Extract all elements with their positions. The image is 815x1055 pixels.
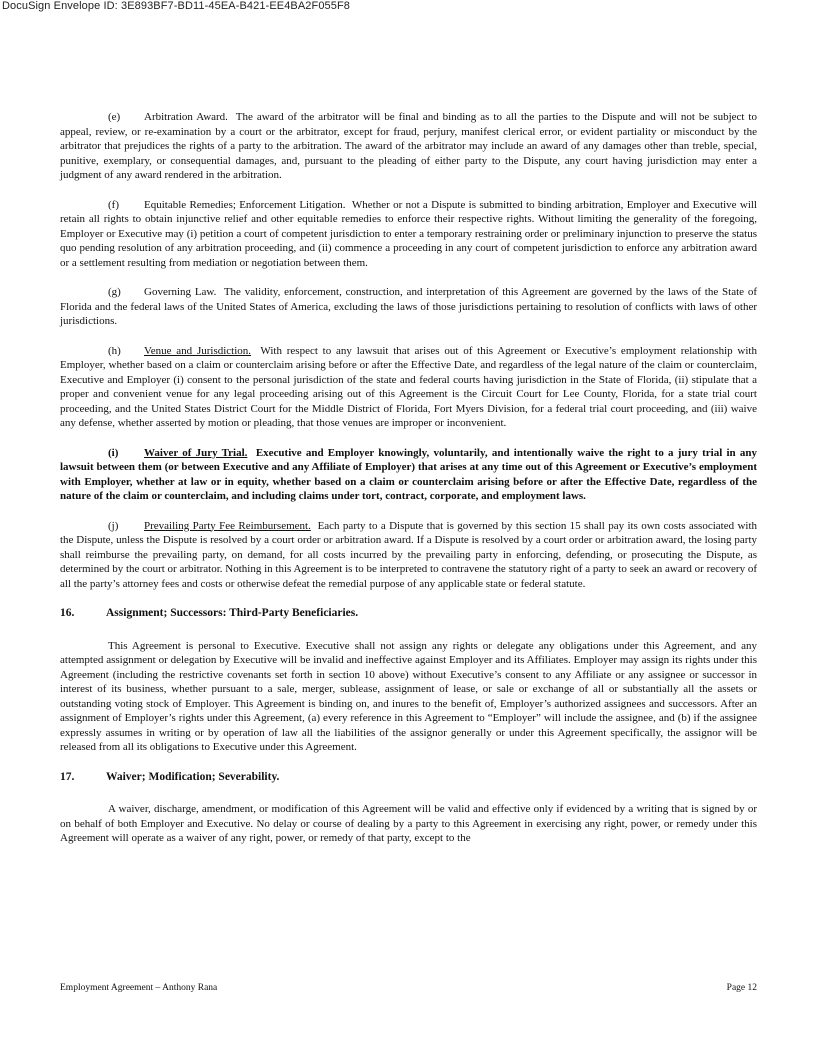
paragraph-label: (j)	[108, 519, 119, 532]
paragraph-text: Executive and Employer knowingly, voluntarily, and intentionally waive the right to a jury trial in any lawsuit between them (or between Executive and any Affiliate of Employer) that arises at any time out of this Agreement or Executive’s employment with Employer, whether at law or in equity, whether based on a claim or counterclaim arising before or after the Effective Date, regardless of the nature of the claim or counterclaim, and including claims under tort, contract, corporate, and employment laws.	[60, 446, 758, 502]
document-body	[60, 110, 757, 861]
paragraph-label: (h)	[108, 344, 121, 357]
paragraph-i	[60, 446, 757, 504]
paragraph-j	[60, 519, 757, 592]
section-title: Waiver; Modification; Severability.	[106, 770, 280, 783]
section-16-heading	[60, 606, 757, 621]
section-title: Assignment; Successors: Third-Party Beneficiaries.	[106, 607, 359, 619]
paragraph-label: (i)	[108, 446, 119, 459]
paragraph-title: Equitable Remedies; Enforcement Litigation.	[144, 198, 346, 211]
paragraph-label: (e)	[108, 111, 121, 123]
section-17-text: A waiver, discharge, amendment, or modification of this Agreement will be valid and effective only if evidenced by a writing that is signed by or on behalf of both Employer and Executive. No delay or course of dealing by a party to this Agreement in exercising any right, power, or remedy under this Agreement will operate as a waiver of any right, power, or remedy of that party, except to the	[60, 803, 757, 844]
paragraph-title: Prevailing Party Fee Reimbursement.	[144, 519, 311, 532]
section-16-text: This Agreement is personal to Executive. Executive shall not assign any rights or delegate any obligations under this Agreement, and any attempted assignment or delegation by Executive will be invalid and ineffective against Employer and its Affiliates. Employer may assign its rights under this Agreement (including the restrictive covenants set forth in section 10 above) without Executive’s consent to any Affiliate or any assignee or successor in interest of its business, whether pursuant to a sale, merger, sublease, assignment of lease, or sale or exchange of all or substantially all the assets or outstanding voting stock of Employer. This Agreement is binding on, and inures to the benefit of, Employer’s authorized assignees and successors. After an assignment of Employer’s rights under this Agreement, (a) every reference in this Agreement to “Employer” will include the assignee, and (b) if the assignee expressly assumes in writing or by operation of law all the liabilities of the assignor generally or under this Agreement specifically, the assignor will be released from all its obligations to Executive under this Agreement.	[60, 639, 757, 753]
section-17-heading	[60, 770, 757, 785]
paragraph-text: Each party to a Dispute that is governed by this section 15 shall pay its own costs associated with the Dispute, unless the Dispute is resolved by a court order or arbitration award. If a Dispute is resolved by a court order or arbitration award, the losing party shall reimburse the prevailing party, on demand, for all costs incurred by the prevailing party in enforcing, defending, or prosecuting the Dispute, as determined by the court or arbitrator. Nothing in this Agreement is to be interpreted to contravene the statutory right of a party to seek an award or recovery of all the party’s attorney fees and costs or otherwise defeat the remedial purpose of any applicable state or federal statute.	[60, 519, 758, 590]
paragraph-text: Whether or not a Dispute is submitted to binding arbitration, Employer and Executive will retain all rights to obtain injunctive relief and other equitable remedies to enforce their respective rights. Without limiting the generality of the foregoing, Employer or Executive may (i) petition a court of competent jurisdiction to enter a temporary restraining order or preliminary injunction to preserve the status quo pending resolution of any arbitration proceeding, and (ii) commence a proceeding in any court of competent jurisdiction to enforce any arbitration award or a settlement resulting from mediation or negotiation between them.	[60, 198, 757, 269]
paragraph-e	[60, 110, 757, 183]
section-number: 17.	[60, 770, 75, 783]
paragraph-g	[60, 285, 757, 329]
paragraph-title: Venue and Jurisdiction.	[144, 344, 252, 357]
page-footer	[60, 983, 757, 993]
footer-document-title: Employment Agreement – Anthony Rana	[60, 983, 218, 993]
section-number: 16.	[60, 607, 75, 619]
page-number: Page 12	[726, 983, 757, 993]
paragraph-f	[60, 198, 757, 271]
paragraph-text: The award of the arbitrator will be final and binding as to all the parties to the Dispute and will not be subject to appeal, review, or re-examination by a court or the arbitrator, except for fraud, perjury, manifest clerical error, or evident partiality or misconduct by the arbitrator that prejudices the rights of a party to the arbitration. The award of the arbitrator may include an award of any damages other than treble, special, punitive, exemplary, or consequential damages, and, pursuant to the pleading of either party to the Dispute, any court having jurisdiction may enter a judgment of any award rendered in the arbitration.	[60, 111, 757, 181]
paragraph-h	[60, 344, 757, 431]
paragraph-text: The validity, enforcement, construction, and interpretation of this Agreement are governed by the laws of the State of Florida and the federal laws of the United States of America, excluding the laws of those jurisdictions pertaining to resolution of conflicts with laws of other jurisdictions.	[60, 286, 757, 327]
docusign-envelope-id: DocuSign Envelope ID: 3E893BF7-BD11-45EA-B421-EE4BA2F055F8	[2, 0, 351, 12]
paragraph-title: Waiver of Jury Trial.	[144, 446, 248, 459]
paragraph-label: (g)	[108, 286, 121, 298]
paragraph-title: Governing Law.	[144, 286, 217, 298]
paragraph-text: With respect to any lawsuit that arises out of this Agreement or Executive’s employment relationship with Employer, whether based on a claim or counterclaim arising before or after the Effective Date, and regardless of the legal nature of the claim or counterclaim, Executive and Employer (i) consent to the personal jurisdiction of the state and federal courts having jurisdiction in the State of Florida, (ii) stipulate that a proper and convenient venue for any legal proceeding arising out of this Agreement is the Circuit Court for Lee County, Florida, for a state trial court proceeding, and the United States District Court for the Middle District of Florida, Fort Myers Division, for a federal trial court proceeding, and (iii) waive any defense, whether asserted by motion or pleading, that those venues are improper or inconvenient.	[60, 344, 757, 429]
paragraph-title: Arbitration Award.	[144, 111, 228, 123]
paragraph-label: (f)	[108, 198, 119, 211]
